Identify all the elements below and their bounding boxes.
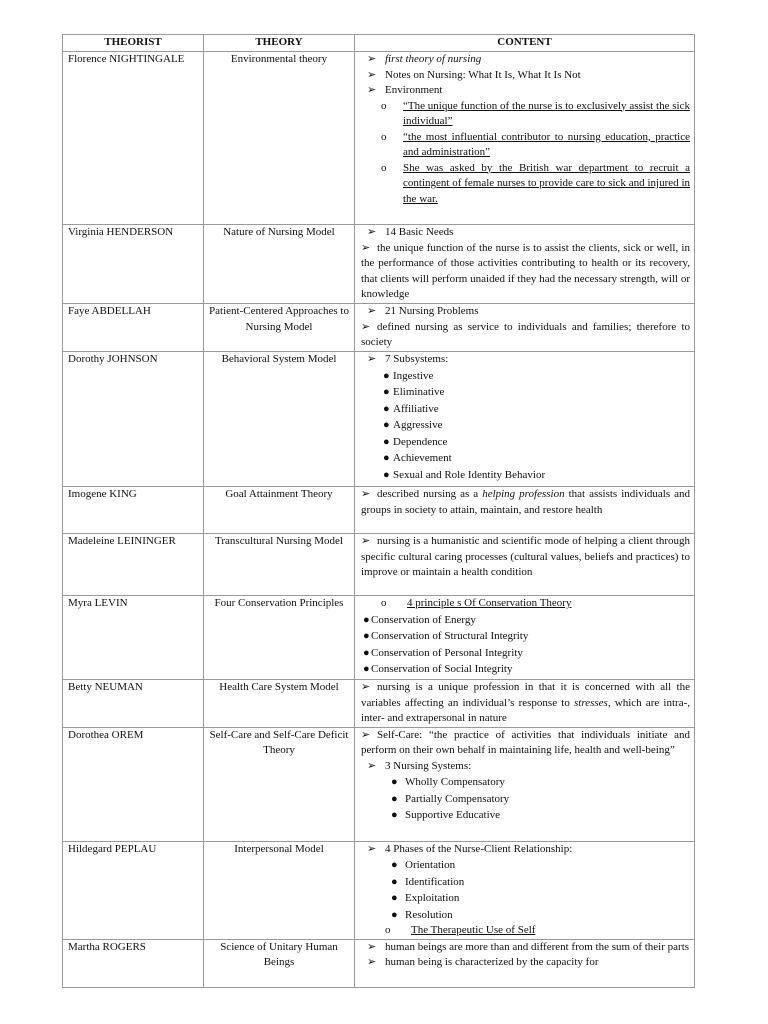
arrow-bullet-icon: ➢ <box>367 353 377 365</box>
theory-cell: Patient-Centered Approaches to Nursing Model <box>204 304 355 352</box>
list-item: first theory of nursing <box>385 53 482 65</box>
theorist-cell: Madeleine LEININGER <box>63 534 204 596</box>
theory-cell: Health Care System Model <box>204 680 355 728</box>
list-item: human beings are more than and different from the sum of their parts <box>385 940 690 953</box>
theory-cell: Self-Care and Self-Care Deficit Theory <box>204 727 355 841</box>
theory-cell: Four Conservation Principles <box>204 596 355 680</box>
theorist-cell: Hildegard PEPLAU <box>63 841 204 939</box>
list-item: 7 Subsystems: <box>385 353 449 365</box>
circle-bullet-icon: o <box>381 597 387 609</box>
arrow-bullet-icon: ➢ <box>367 842 377 855</box>
list-item: Exploitation <box>405 892 460 904</box>
dot-bullet-icon: ● <box>383 419 390 431</box>
list-item: human being is characterized by the capacity for <box>385 956 599 968</box>
dot-bullet-icon: ● <box>391 809 398 821</box>
theorist-cell: Dorothy JOHNSON <box>63 352 204 487</box>
dot-bullet-icon: ● <box>383 435 390 448</box>
list-item: Conservation of Energy <box>371 613 476 626</box>
theory-cell: Nature of Nursing Model <box>204 225 355 304</box>
table-row <box>63 680 695 728</box>
content-cell <box>355 939 695 987</box>
theorist-cell: Imogene KING <box>63 487 204 534</box>
circle-bullet-icon: o <box>381 99 387 112</box>
dot-bullet-icon: ● <box>363 663 370 675</box>
list-item: Supportive Educative <box>405 809 501 821</box>
table-row <box>63 596 695 680</box>
list-item: Orientation <box>405 859 456 871</box>
list-item: 4 Phases of the Nurse-Client Relationship: <box>385 842 573 855</box>
dot-bullet-icon: ● <box>391 892 398 904</box>
header-row <box>63 35 695 52</box>
theory-cell: Goal Attainment Theory <box>204 487 355 534</box>
theorist-cell: Betty NEUMAN <box>63 680 204 728</box>
content-cell <box>355 352 695 487</box>
dot-bullet-icon: ● <box>383 402 390 415</box>
content-cell <box>355 727 695 841</box>
content-cell <box>355 841 695 939</box>
header-theory: THEORY <box>204 35 355 52</box>
dot-bullet-icon: ● <box>383 468 390 481</box>
theory-cell: Behavioral System Model <box>204 352 355 487</box>
theorist-cell: Myra LEVIN <box>63 596 204 680</box>
dot-bullet-icon: ● <box>363 646 370 659</box>
list-item: nursing is a humanistic and scientific mode of helping a client through specific cultural caring processes (cultural values, beliefs and practices) to improve or maintain a health condition <box>361 535 690 578</box>
section-heading: 4 principle s Of Conservation Theory <box>407 597 572 609</box>
arrow-bullet-icon: ➢ <box>361 728 371 741</box>
dot-bullet-icon: ● <box>363 630 370 642</box>
list-item: that assists individuals and groups in society to attain, maintain, and restore health <box>361 488 690 516</box>
table-row <box>63 352 695 487</box>
arrow-bullet-icon: ➢ <box>367 956 377 968</box>
table-row <box>63 225 695 304</box>
arrow-bullet-icon: ➢ <box>361 488 371 500</box>
theory-cell: Interpersonal Model <box>204 841 355 939</box>
dot-bullet-icon: ● <box>383 386 390 398</box>
content-cell <box>355 52 695 225</box>
dot-bullet-icon: ● <box>391 776 398 788</box>
theory-cell: Transcultural Nursing Model <box>204 534 355 596</box>
circle-bullet-icon: o <box>381 130 387 143</box>
theorist-cell: Florence NIGHTINGALE <box>63 52 204 225</box>
dot-bullet-icon: ● <box>391 875 398 888</box>
list-item: 3 Nursing Systems: <box>385 759 472 772</box>
list-item: Eliminative <box>393 386 445 398</box>
content-cell <box>355 534 695 596</box>
theorist-cell: Dorothea OREM <box>63 727 204 841</box>
list-item: “The unique function of the nurse is to exclusively assist the sick individual” <box>403 99 690 127</box>
table-row <box>63 304 695 352</box>
arrow-bullet-icon: ➢ <box>367 226 377 238</box>
theorist-table <box>62 34 695 988</box>
arrow-bullet-icon: ➢ <box>367 84 377 96</box>
dot-bullet-icon: ● <box>391 908 398 921</box>
arrow-bullet-icon: ➢ <box>367 68 377 81</box>
dot-bullet-icon: ● <box>391 792 398 805</box>
arrow-bullet-icon: ➢ <box>367 759 377 772</box>
theory-cell: Environmental theory <box>204 52 355 225</box>
table-row <box>63 487 695 534</box>
arrow-bullet-icon: ➢ <box>361 320 371 333</box>
theorist-cell: Martha ROGERS <box>63 939 204 987</box>
list-item: Achievement <box>393 452 452 464</box>
arrow-bullet-icon: ➢ <box>367 940 377 953</box>
header-content: CONTENT <box>355 35 695 52</box>
list-item: the unique function of the nurse is to assist the clients, sick or well, in the performance of those activities contributing to health or its recovery, that clients will perform unaided if they had the necessary strength, will or knowledge <box>361 241 690 300</box>
theory-cell: Science of Unitary Human Beings <box>204 939 355 987</box>
list-item: Self-Care: “the practice of activities that individuals initiate and perform on their own behalf in maintaining life, health and well-being” <box>361 728 690 756</box>
list-item: nursing is a unique profession in that it is concerned with all the variables affecting an individual’s response to <box>361 681 690 709</box>
dot-bullet-icon: ● <box>383 452 390 464</box>
table-row <box>63 939 695 987</box>
list-item: Conservation of Social Integrity <box>371 663 513 675</box>
arrow-bullet-icon: ➢ <box>367 53 377 65</box>
list-item: She was asked by the British war department to recruit a contingent of female nurses to provide care to sick and injured in the war. <box>403 161 690 205</box>
list-item: “the most influential contributor to nursing education, practice and administration” <box>403 130 690 158</box>
header-theorist: THEORIST <box>63 35 204 52</box>
list-item: Affiliative <box>393 402 439 415</box>
arrow-bullet-icon: ➢ <box>361 241 371 254</box>
list-item: Environment <box>385 84 443 96</box>
list-item: Dependence <box>393 435 448 448</box>
theorist-cell: Virginia HENDERSON <box>63 225 204 304</box>
dot-bullet-icon: ● <box>383 369 390 382</box>
arrow-bullet-icon: ➢ <box>361 535 371 547</box>
list-item: Partially Compensatory <box>405 792 510 805</box>
list-item: Resolution <box>405 908 453 921</box>
list-item: Identification <box>405 875 465 888</box>
theorist-cell: Faye ABDELLAH <box>63 304 204 352</box>
table-row <box>63 534 695 596</box>
dot-bullet-icon: ● <box>391 859 398 871</box>
table-row <box>63 841 695 939</box>
emphasis-text: helping profession <box>482 488 565 500</box>
list-item: described nursing as a <box>377 488 483 500</box>
circle-bullet-icon: o <box>385 924 391 936</box>
table-row <box>63 52 695 225</box>
arrow-bullet-icon: ➢ <box>361 681 371 693</box>
list-item: Wholly Compensatory <box>405 776 505 788</box>
list-item: Aggressive <box>393 419 443 431</box>
content-cell <box>355 596 695 680</box>
list-item: Notes on Nursing: What It Is, What It Is Not <box>385 68 581 81</box>
list-item: Ingestive <box>393 369 434 382</box>
dot-bullet-icon: ● <box>363 613 370 626</box>
content-cell <box>355 680 695 728</box>
emphasis-text: stresses <box>574 696 608 709</box>
list-item: Sexual and Role Identity Behavior <box>393 468 546 481</box>
arrow-bullet-icon: ➢ <box>367 305 377 317</box>
content-cell <box>355 225 695 304</box>
circle-bullet-icon: o <box>381 161 387 174</box>
table-row <box>63 727 695 841</box>
list-item: The Therapeutic Use of Self <box>411 924 536 936</box>
list-item: Conservation of Structural Integrity <box>371 630 529 642</box>
content-cell <box>355 487 695 534</box>
content-cell <box>355 304 695 352</box>
list-item: 21 Nursing Problems <box>385 305 479 317</box>
list-item: , which are intra-, inter- and extrapersonal in nature <box>361 696 690 724</box>
list-item: Conservation of Personal Integrity <box>371 646 523 659</box>
list-item: 14 Basic Needs <box>385 226 454 238</box>
list-item: defined nursing as service to individuals and families; therefore to society <box>361 320 690 348</box>
